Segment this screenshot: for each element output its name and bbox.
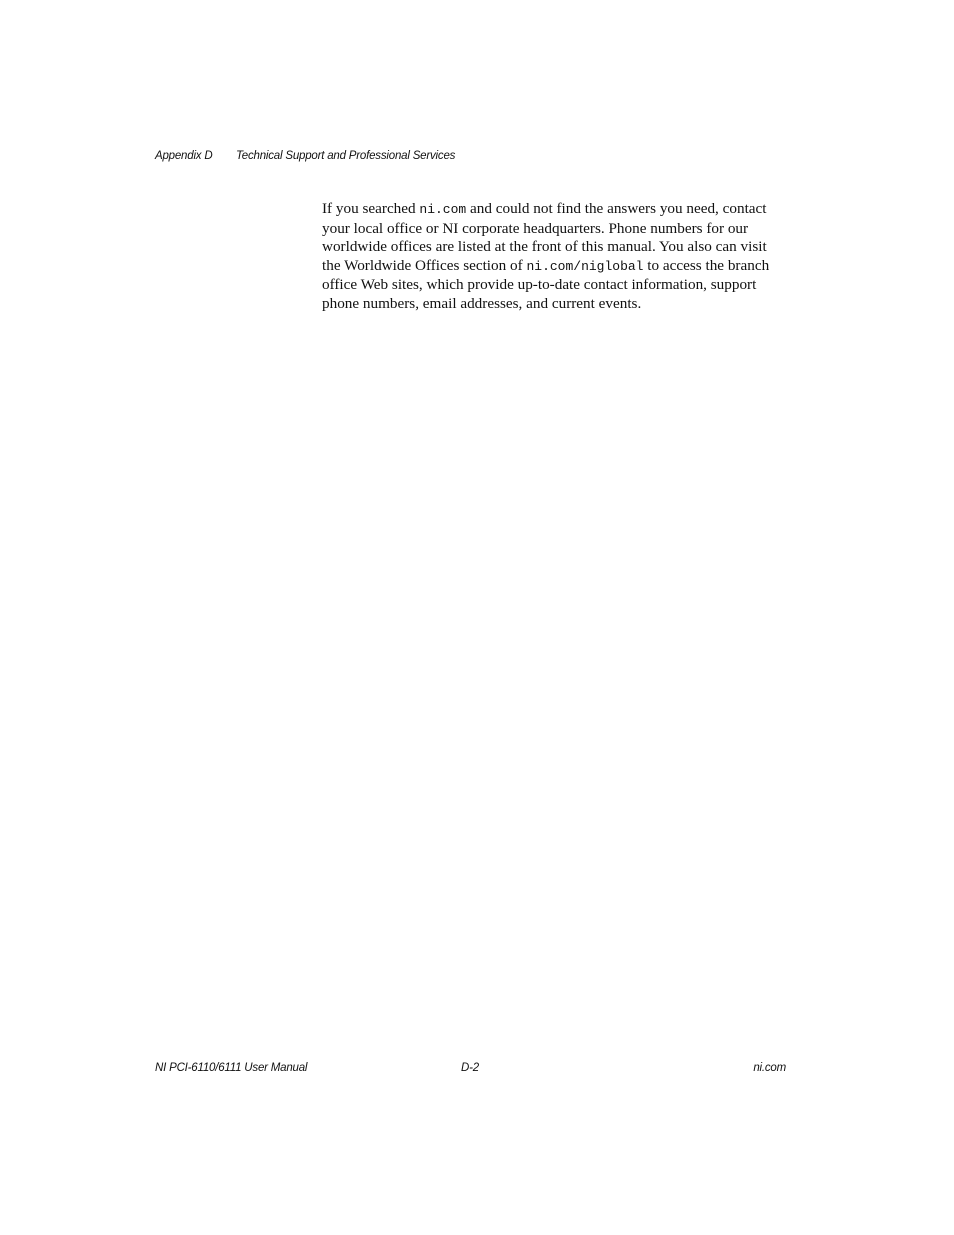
running-header	[155, 150, 455, 162]
url-niglobal: ni.com/niglobal	[526, 258, 644, 274]
body-paragraph	[322, 200, 792, 314]
text-segment: If you searched	[322, 200, 420, 217]
footer-page-number: D-2	[461, 1062, 479, 1074]
url-ni-com: ni.com	[419, 202, 467, 217]
text-line	[322, 200, 792, 220]
text-line: your local office or NI corporate headquarters. Phone numbers for our	[322, 219, 749, 237]
text-line: phone numbers, email addresses, and current events.	[322, 294, 642, 312]
footer-manual-title: NI PCI-6110/6111 User Manual	[155, 1062, 308, 1074]
text-line: worldwide offices are listed at the front of this manual. You also can visit	[322, 238, 767, 256]
text-segment: and could not find the answers you need, contact	[466, 200, 767, 217]
text-line: office Web sites, which provide up-to-date contact information, support	[322, 276, 757, 294]
footer-site: ni.com	[753, 1062, 786, 1074]
text-segment: the Worldwide Offices section of	[322, 256, 527, 274]
chapter-title: Technical Support and Professional Services	[236, 150, 456, 162]
chapter-label: Appendix D	[155, 150, 213, 162]
text-line	[322, 257, 792, 277]
text-segment: to access the branch	[643, 256, 770, 274]
